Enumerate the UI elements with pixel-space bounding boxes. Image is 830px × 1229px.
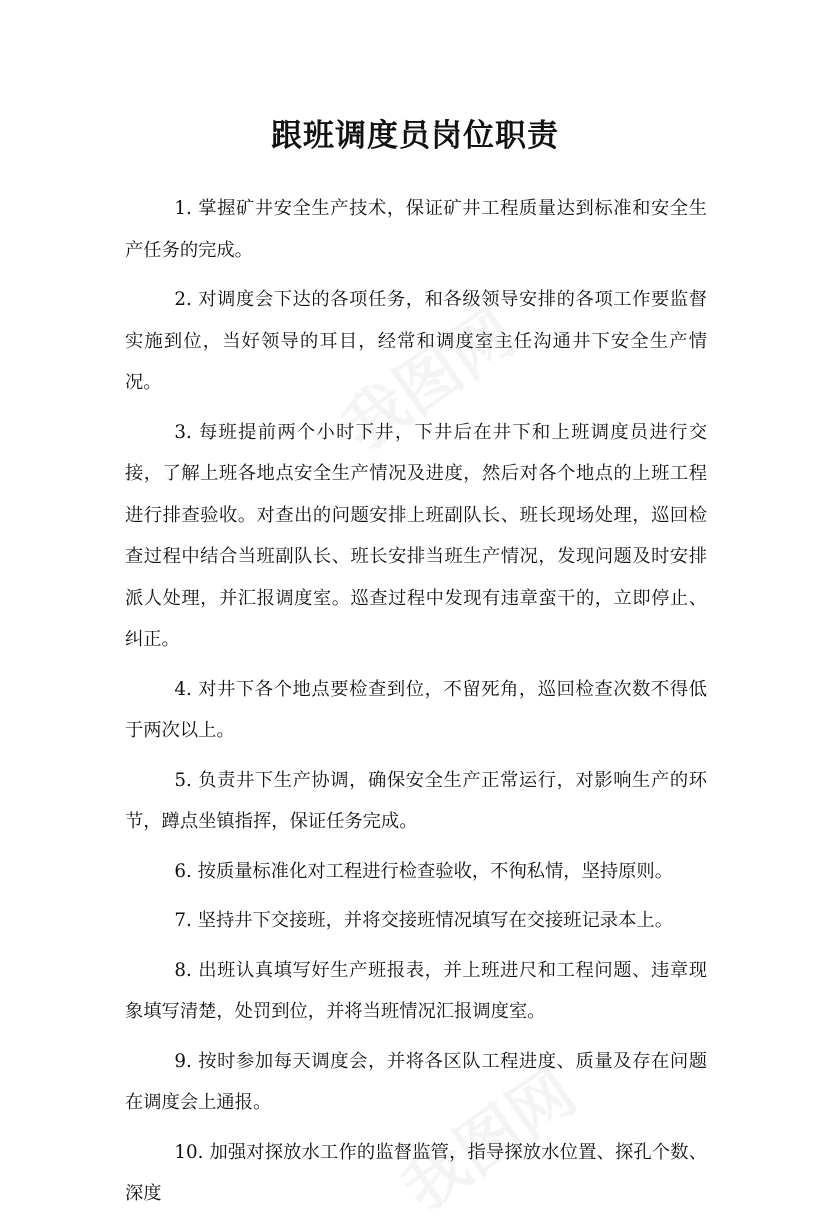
duty-item-1: 1. 掌握矿井安全生产技术，保证矿井工程质量达到标准和安全生产任务的完成。 [125,198,707,261]
duty-item-4: 4. 对井下各个地点要检查到位，不留死角，巡回检查次数不得低于两次以上。 [125,678,707,741]
duty-item-8: 8. 出班认真填写好生产班报表，并上班进尺和工程问题、违章现象填写清楚，处罚到位，并将当班情况汇报调度室。 [125,959,707,1022]
duty-item-10: 10. 加强对探放水工作的监督监管，指导探放水位置、探孔个数、深度 [125,1141,707,1204]
duty-item-6: 6. 按质量标准化对工程进行检查验收，不徇私情，坚持原则。 [174,860,673,882]
duty-list [125,188,707,1223]
duty-item-3: 3. 每班提前两个小时下井，下井后在井下和上班调度员进行交接，了解上班各地点安全生产情况及进度，然后对各个地点的上班工程进行排查验收。对查出的问题安排上班副队长、班长现场处理，巡回检查过程中结合当班副队长、班长安排当班生产情况，发现问题及时安排派人处理，并汇报调度室。巡查过程中发现有违章蛮干的，立即停止、纠正。 [125,421,707,650]
duty-item-2: 2. 对调度会下达的各项任务，和各级领导安排的各项工作要监督实施到位，当好领导的耳目，经常和调度室主任沟通井下安全生产情况。 [125,289,707,393]
duty-item-5: 5. 负责井下生产协调，确保安全生产正常运行，对影响生产的环节，蹲点坐镇指挥，保证任务完成。 [125,769,707,832]
duty-item-9: 9. 按时参加每天调度会，并将各区队工程进度、质量及存在问题在调度会上通报。 [125,1050,707,1113]
page-title: 跟班调度员岗位职责 [271,118,559,154]
duty-item-7: 7. 坚持井下交接班，并将交接班情况填写在交接班记录本上。 [174,910,673,931]
